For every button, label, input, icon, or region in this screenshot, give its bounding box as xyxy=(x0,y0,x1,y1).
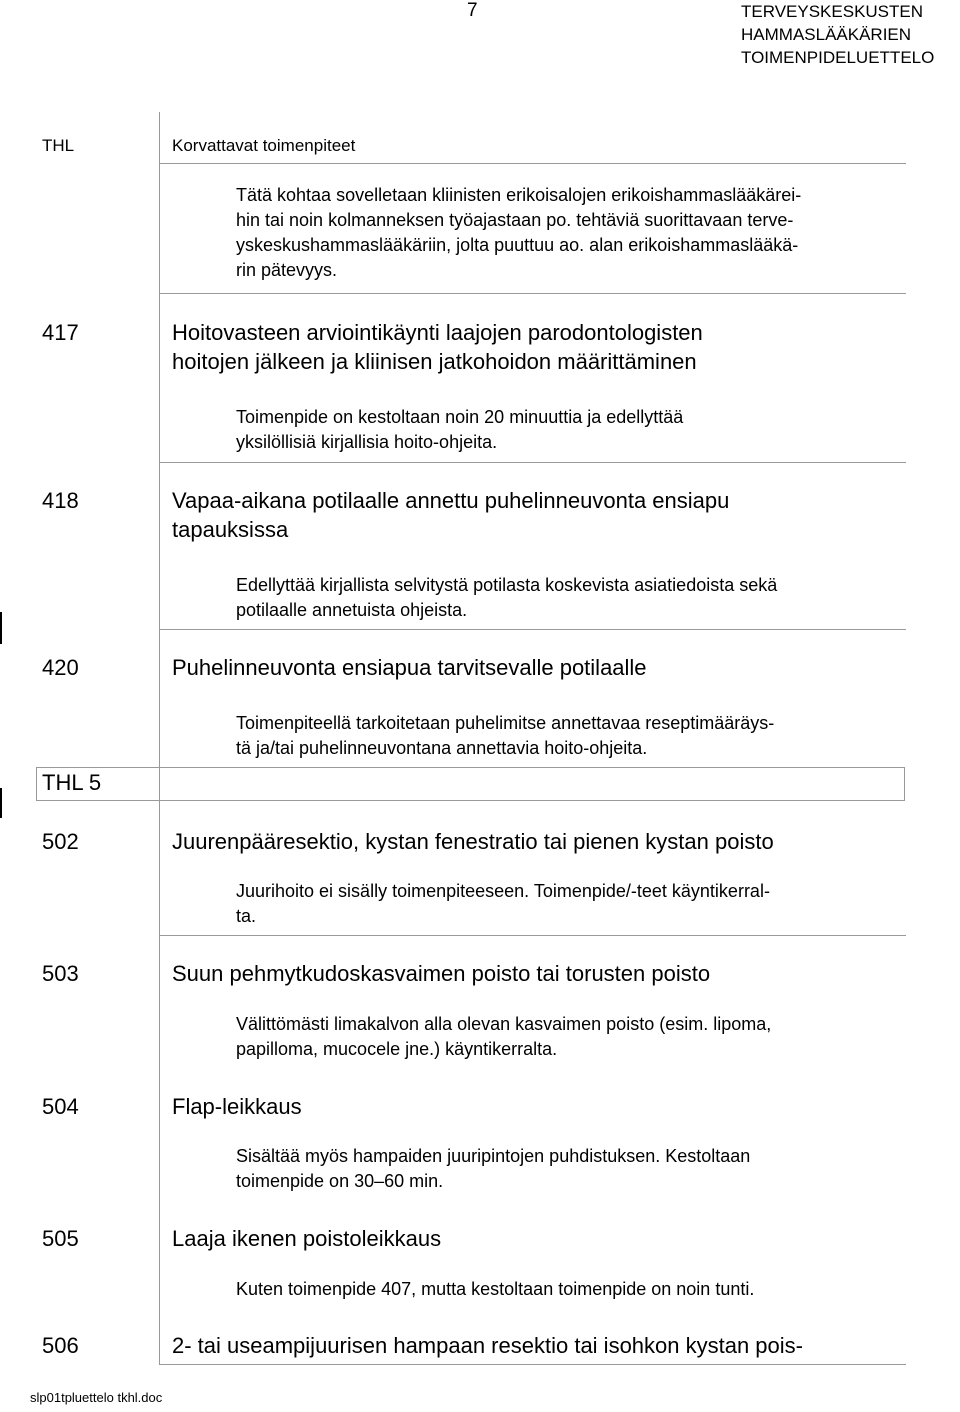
row-divider xyxy=(160,293,906,294)
procedure-title xyxy=(172,486,892,544)
row-divider xyxy=(160,462,906,463)
procedure-description-line: ta. xyxy=(236,906,257,926)
column-header-title: Korvattavat toimenpiteet xyxy=(172,136,356,155)
procedure-description-line: Edellyttää kirjallista selvitystä potilasta koskevista asiatiedoista sekä xyxy=(236,575,778,595)
procedure-description xyxy=(236,405,896,455)
change-bar xyxy=(0,788,2,818)
procedure-code: 505 xyxy=(42,1226,79,1251)
procedure-description-line: potilaalle annetuista ohjeista. xyxy=(236,600,468,620)
procedure-title xyxy=(172,653,892,682)
intro-line: yskeskushammaslääkäriin, jolta puuttuu ao. alan erikoishammaslääkä- xyxy=(236,235,799,255)
procedure-title-line: Suun pehmytkudoskasvaimen poisto tai torusten poisto xyxy=(172,961,711,986)
procedure-code: 418 xyxy=(42,488,79,513)
procedure-title xyxy=(172,959,892,988)
row-divider xyxy=(160,629,906,630)
procedure-description-line: tä ja/tai puhelinneuvontana annettavia hoito-ohjeita. xyxy=(236,738,648,758)
procedure-title xyxy=(172,1224,892,1253)
procedure-code: 503 xyxy=(42,961,79,986)
document-title-line: TERVEYSKESKUSTEN xyxy=(741,2,924,21)
document-title-line: TOIMENPIDELUETTELO xyxy=(741,48,935,67)
procedure-code: 417 xyxy=(42,320,79,345)
procedure-description xyxy=(236,1012,896,1062)
procedure-title-line: Laaja ikenen poistoleikkaus xyxy=(172,1226,442,1251)
procedure-title xyxy=(172,1092,892,1121)
procedure-description xyxy=(236,879,896,929)
procedure-description-line: yksilöllisiä kirjallisia hoito-ohjeita. xyxy=(236,432,498,452)
procedure-title-line: tapauksissa xyxy=(172,517,289,542)
procedure-title xyxy=(172,1331,892,1360)
procedure-description-line: Kuten toimenpide 407, mutta kestoltaan toimenpide on noin tunti. xyxy=(236,1279,755,1299)
procedure-description-line: Välittömästi limakalvon alla olevan kasvaimen poisto (esim. lipoma, xyxy=(236,1014,772,1034)
procedure-description-line: toimenpide on 30–60 min. xyxy=(236,1171,444,1191)
section-header-thl5: THL 5 xyxy=(42,770,102,795)
procedure-description xyxy=(236,1277,896,1302)
footer-filename: slp01tpluettelo tkhl.doc xyxy=(30,1390,163,1405)
procedure-code: 506 xyxy=(42,1333,79,1358)
procedure-description-line: Juurihoito ei sisälly toimenpiteeseen. Toimenpide/-teet käyntikerral- xyxy=(236,881,770,901)
procedure-title-line: Juurenpääresektio, kystan fenestratio tai pienen kystan poisto xyxy=(172,829,774,854)
procedure-code: 502 xyxy=(42,829,79,854)
column-divider xyxy=(159,112,160,1365)
intro-line: rin pätevyys. xyxy=(236,260,338,280)
procedure-description-line: Toimenpiteellä tarkoitetaan puhelimitse annettavaa reseptimääräys- xyxy=(236,713,775,733)
procedure-title xyxy=(172,318,892,376)
procedure-description-line: Toimenpide on kestoltaan noin 20 minuuttia ja edellyttää xyxy=(236,407,684,427)
intro-paragraph xyxy=(236,183,896,283)
procedure-title xyxy=(172,827,892,856)
procedure-description xyxy=(236,573,896,623)
document-title xyxy=(741,0,934,69)
procedure-description-line: Sisältää myös hampaiden juuripintojen puhdistuksen. Kestoltaan xyxy=(236,1146,751,1166)
procedure-title-line: hoitojen jälkeen ja kliinisen jatkohoidon määrittäminen xyxy=(172,349,697,374)
procedure-title-line: Vapaa-aikana potilaalle annettu puhelinneuvonta ensiapu xyxy=(172,488,730,513)
row-divider xyxy=(160,935,906,936)
change-bar xyxy=(0,612,2,644)
page-number: 7 xyxy=(467,0,478,21)
procedure-code: 420 xyxy=(42,655,79,680)
procedure-title-line: Puhelinneuvonta ensiapua tarvitsevalle potilaalle xyxy=(172,655,647,680)
row-divider xyxy=(160,163,906,164)
intro-line: Tätä kohtaa sovelletaan kliinisten erikoisalojen erikoishammaslääkärei- xyxy=(236,185,802,205)
procedure-code: 504 xyxy=(42,1094,79,1119)
procedure-description xyxy=(236,711,896,761)
procedure-description-line: papilloma, mucocele jne.) käyntikerralta. xyxy=(236,1039,558,1059)
column-header-code: THL xyxy=(42,136,75,155)
intro-line: hin tai noin kolmanneksen työajastaan po. tehtäviä suorittavaan terve- xyxy=(236,210,794,230)
procedure-title-line: 2- tai useampijuurisen hampaan resektio tai isohkon kystan pois- xyxy=(172,1333,803,1358)
procedure-description xyxy=(236,1144,896,1194)
procedure-title-line: Hoitovasteen arviointikäynti laajojen parodontologisten xyxy=(172,320,703,345)
row-divider xyxy=(160,1364,906,1365)
procedure-title-line: Flap-leikkaus xyxy=(172,1094,302,1119)
document-title-line: HAMMASLÄÄKÄRIEN xyxy=(741,25,912,44)
section-header-box xyxy=(36,767,905,801)
